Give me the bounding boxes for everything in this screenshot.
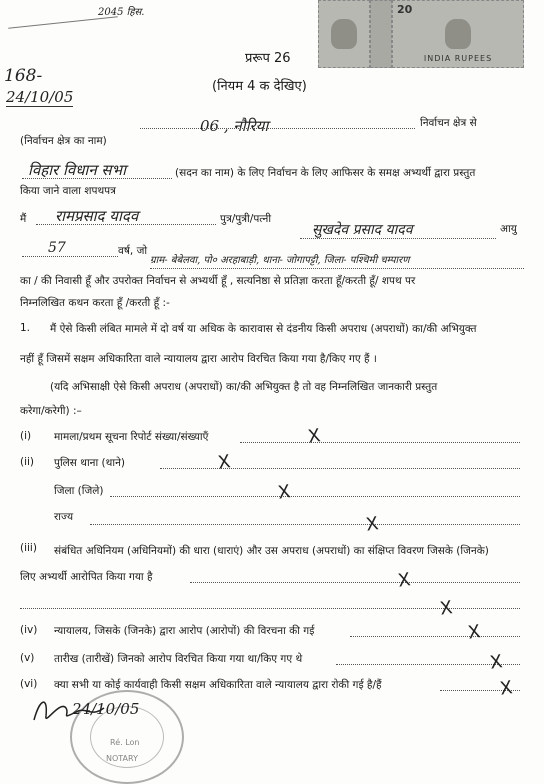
para2-line1: (यदि अभिसाक्षी ऐसे किसी अपराध (अपराधों) का/की अभियुक्त है तो वह निम्नलिखित जानकारी प्रस्तुत [50, 381, 438, 393]
item-ii-district-line [110, 496, 520, 497]
item-i-cross: X [306, 425, 322, 448]
signature-date: 24/10/05 [72, 700, 140, 718]
item-vi-number: (vi) [20, 678, 38, 690]
form-subtitle: (नियम 4 क देखिए) [212, 79, 307, 94]
item-ii-police-label: पुलिस थाना (थाने) [54, 457, 126, 469]
constituency-left-label: (निर्वाचन क्षेत्र का नाम) [20, 135, 107, 147]
constituency-line [140, 128, 415, 129]
identity-line3: का / की निवासी हूँ और उपरोक्त निर्वाचन से अभ्यर्थी हूँ , सत्यनिष्ठा से प्रतिज्ञा करता हूँ/करती हूँ/ शपथ पर [20, 275, 416, 287]
father-name-line [300, 238, 496, 239]
stamp-inscription: INDIA RUPEES [423, 54, 493, 63]
item-vi-cross: X [498, 677, 514, 700]
court-fee-stamp-right [392, 0, 524, 68]
emblem-icon [445, 19, 471, 49]
identity-line4: निम्नलिखित कथन करता हूँ /करती हूँ :- [20, 297, 170, 309]
candidate-name-line [36, 224, 216, 225]
age-value: 57 [48, 240, 66, 256]
para1-line2: नहीं हूँ जिसमें सक्षम अधिकारिता वाले न्यायालय द्वारा आरोप विरचित किया गया है/किए गए हैं । [20, 353, 377, 365]
serial-date: 24/10/05 [6, 88, 74, 106]
top-note: 2045 हिस. [98, 7, 145, 18]
court-fee-stamp-left [318, 0, 370, 68]
item-iii-line1: संबंधित अधिनियम (अधिनियमों) की धारा (धाराएं) और उस अपराध (अपराधों) का संक्षिप्त विवरण जिसके (जिनके) [54, 545, 489, 557]
item-i-number: (i) [20, 430, 32, 442]
item-iii-number: (iii) [20, 542, 37, 554]
house-line [22, 178, 172, 179]
candidate-name: रामप्रसाद यादव [55, 207, 139, 225]
item-v-cross: X [488, 651, 504, 674]
address-handwritten: ग्राम- बेबेलवा, पो० अरहाबाड़ी, थाना- जोगापट्टी, जिला- पश्चिमी चम्पारण [150, 255, 410, 266]
item-ii-number: (ii) [20, 456, 35, 468]
constituency-handwritten: 06 , नौरिया [200, 117, 269, 135]
constituency-right-label: निर्वाचन क्षेत्र से [420, 117, 477, 129]
item-ii-police-cross: X [216, 451, 232, 474]
serial-number: 168- [4, 66, 43, 86]
item-iv-cross: X [466, 621, 482, 644]
age-label: आयु [500, 223, 517, 235]
item-ii-state-line [90, 524, 520, 525]
relation-label: पुत्र/पुत्री/पत्नी [220, 213, 272, 225]
item-iv-line [350, 636, 520, 637]
item-vi-label: क्या सभी या कोई कार्यवाही किसी सक्षम अधिकारिता वाले न्यायालय द्वारा रोकी गई है/हैं [54, 679, 382, 691]
corner-scribble [8, 16, 118, 28]
house-handwritten: विहार विधान सभा [28, 161, 126, 179]
address-line [150, 268, 524, 269]
identity-prefix: मैं [20, 213, 27, 225]
father-name: सुखदेव प्रसाद यादव [312, 222, 413, 238]
age-suffix: वर्ष, जो [118, 245, 148, 257]
item-i-label: मामला/प्रथम सूचना रिपोर्ट संख्या/संख्याएँ [54, 431, 209, 443]
para1-number: 1. [20, 322, 31, 334]
item-ii-district-label: जिला (जिले) [54, 485, 104, 497]
item-iii-cross-a: X [396, 569, 412, 592]
court-fee-stamp-mid [370, 0, 392, 68]
item-v-label: तारीख (तारीखें) जिनको आरोप विरचित किया गया था/किए गए थे [54, 653, 303, 665]
seal-text-top: Ré. Lon [110, 738, 140, 747]
item-ii-district-cross: X [276, 481, 292, 504]
item-iii-line-a [190, 582, 520, 583]
item-ii-state-label: राज्य [54, 511, 74, 523]
seal-text-bottom: NOTARY [106, 754, 138, 763]
stamp-value: 20 [397, 3, 413, 16]
item-ii-state-cross: X [364, 513, 380, 536]
para2-line2: करेगा/करेगी) :– [20, 405, 82, 417]
house-line1: (सदन का नाम) के लिए निर्वाचन के लिए आफिसर के समक्ष अभ्यर्थी द्वारा प्रस्तुत [175, 167, 476, 179]
para1-line1: मैं ऐसे किसी लंबित मामले में दो वर्ष या अधिक के कारावास से दंडनीय किसी अपराध (अपराधों) का/की अभियुक्त [50, 323, 477, 335]
age-line [22, 256, 118, 257]
house-line2: किया जाने वाला शपथपत्र [20, 185, 116, 197]
item-iv-number: (iv) [20, 624, 38, 636]
item-i-line [240, 442, 520, 443]
item-ii-police-line [160, 468, 520, 469]
form-title: प्ररूप 26 [245, 51, 291, 66]
item-iv-label: न्यायालय, जिसके (जिनके) द्वारा आरोप (आरोपों) की विरचना की गई [54, 625, 315, 637]
emblem-icon [331, 19, 357, 49]
item-v-number: (v) [20, 652, 35, 664]
item-iii-line2: लिए अभ्यर्थी आरोपित किया गया है [20, 571, 153, 583]
item-iii-cross-b: X [438, 597, 454, 620]
